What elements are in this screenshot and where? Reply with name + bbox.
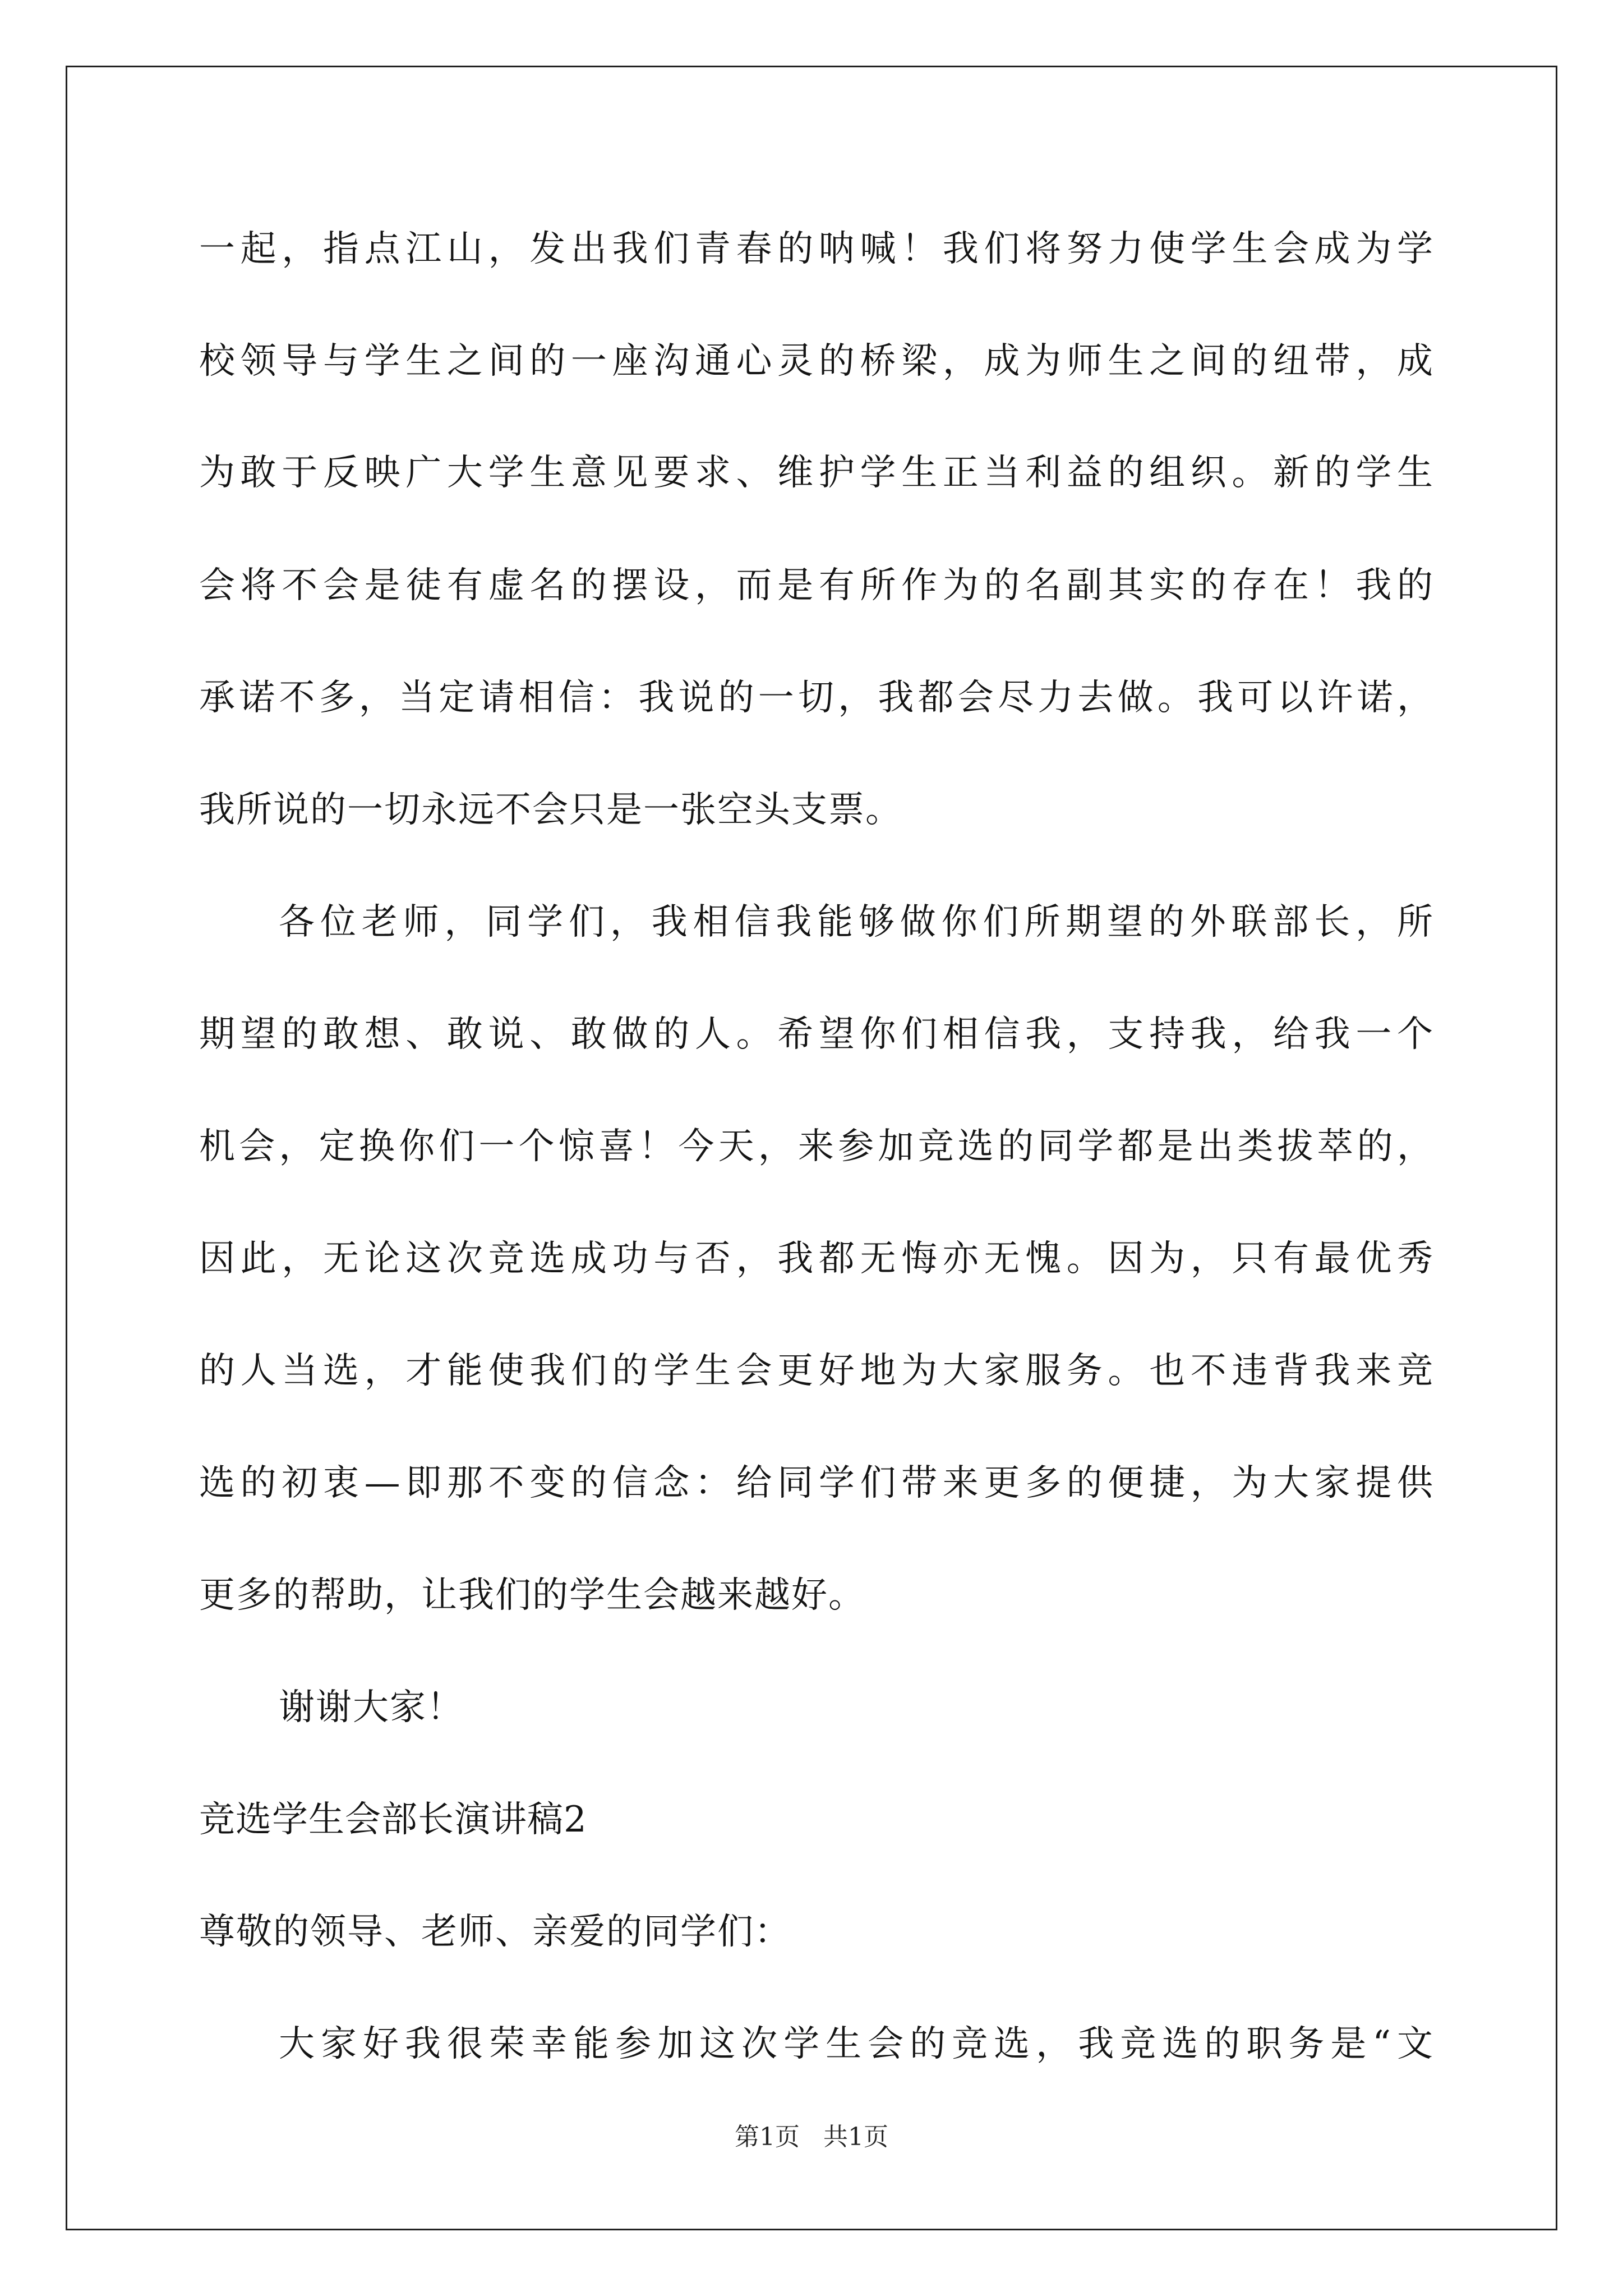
text-line: 选的初衷—即那不变的信念：给同学们带来更多的便捷，为大家提供 xyxy=(199,1462,1433,1504)
text-line: 的人当选，才能使我们的学生会更好地为大家服务。也不违背我来竞 xyxy=(199,1350,1433,1392)
text-line: 更多的帮助，让我们的学生会越来越好。 xyxy=(199,1575,865,1616)
text-line: 机会，定换你们一个惊喜！今天，来参加竞选的同学都是出类拔萃的， xyxy=(199,1126,1433,1167)
text-line: 校领导与学生之间的一座沟通心灵的桥梁，成为师生之间的纽带，成 xyxy=(199,341,1433,382)
text-line: 期望的敢想、敢说、敢做的人。希望你们相信我，支持我，给我一个 xyxy=(199,1014,1433,1055)
text-line: 大家好我很荣幸能参加这次学生会的竞选，我竞选的职务是“文 xyxy=(279,2023,1433,2065)
text-line: 承诺不多，当定请相信：我说的一切，我都会尽力去做。我可以许诺， xyxy=(199,677,1433,719)
salutation: 尊敬的领导、老师、亲爱的同学们： xyxy=(199,1911,791,1953)
section-title: 竞选学生会部长演讲稿2 xyxy=(199,1799,587,1841)
text-line: 我所说的一切永远不会只是一张空头支票。 xyxy=(199,789,902,831)
page-footer: 第1页 共1页 xyxy=(735,2123,888,2151)
text-line: 为敢于反映广大学生意见要求、维护学生正当利益的组织。新的学生 xyxy=(199,452,1433,494)
text-line: 各位老师，同学们，我相信我能够做你们所期望的外联部长，所 xyxy=(279,901,1433,943)
text-line: 会将不会是徒有虚名的摆设，而是有所作为的名副其实的存在！我的 xyxy=(199,565,1433,606)
text-line: 因此，无论这次竞选成功与否，我都无悔亦无愧。因为，只有最优秀 xyxy=(199,1238,1433,1280)
text-line: 一起，指点江山，发出我们青春的呐喊！我们将努力使学生会成为学 xyxy=(199,228,1433,270)
closing-thanks: 谢谢大家！ xyxy=(279,1687,464,1728)
